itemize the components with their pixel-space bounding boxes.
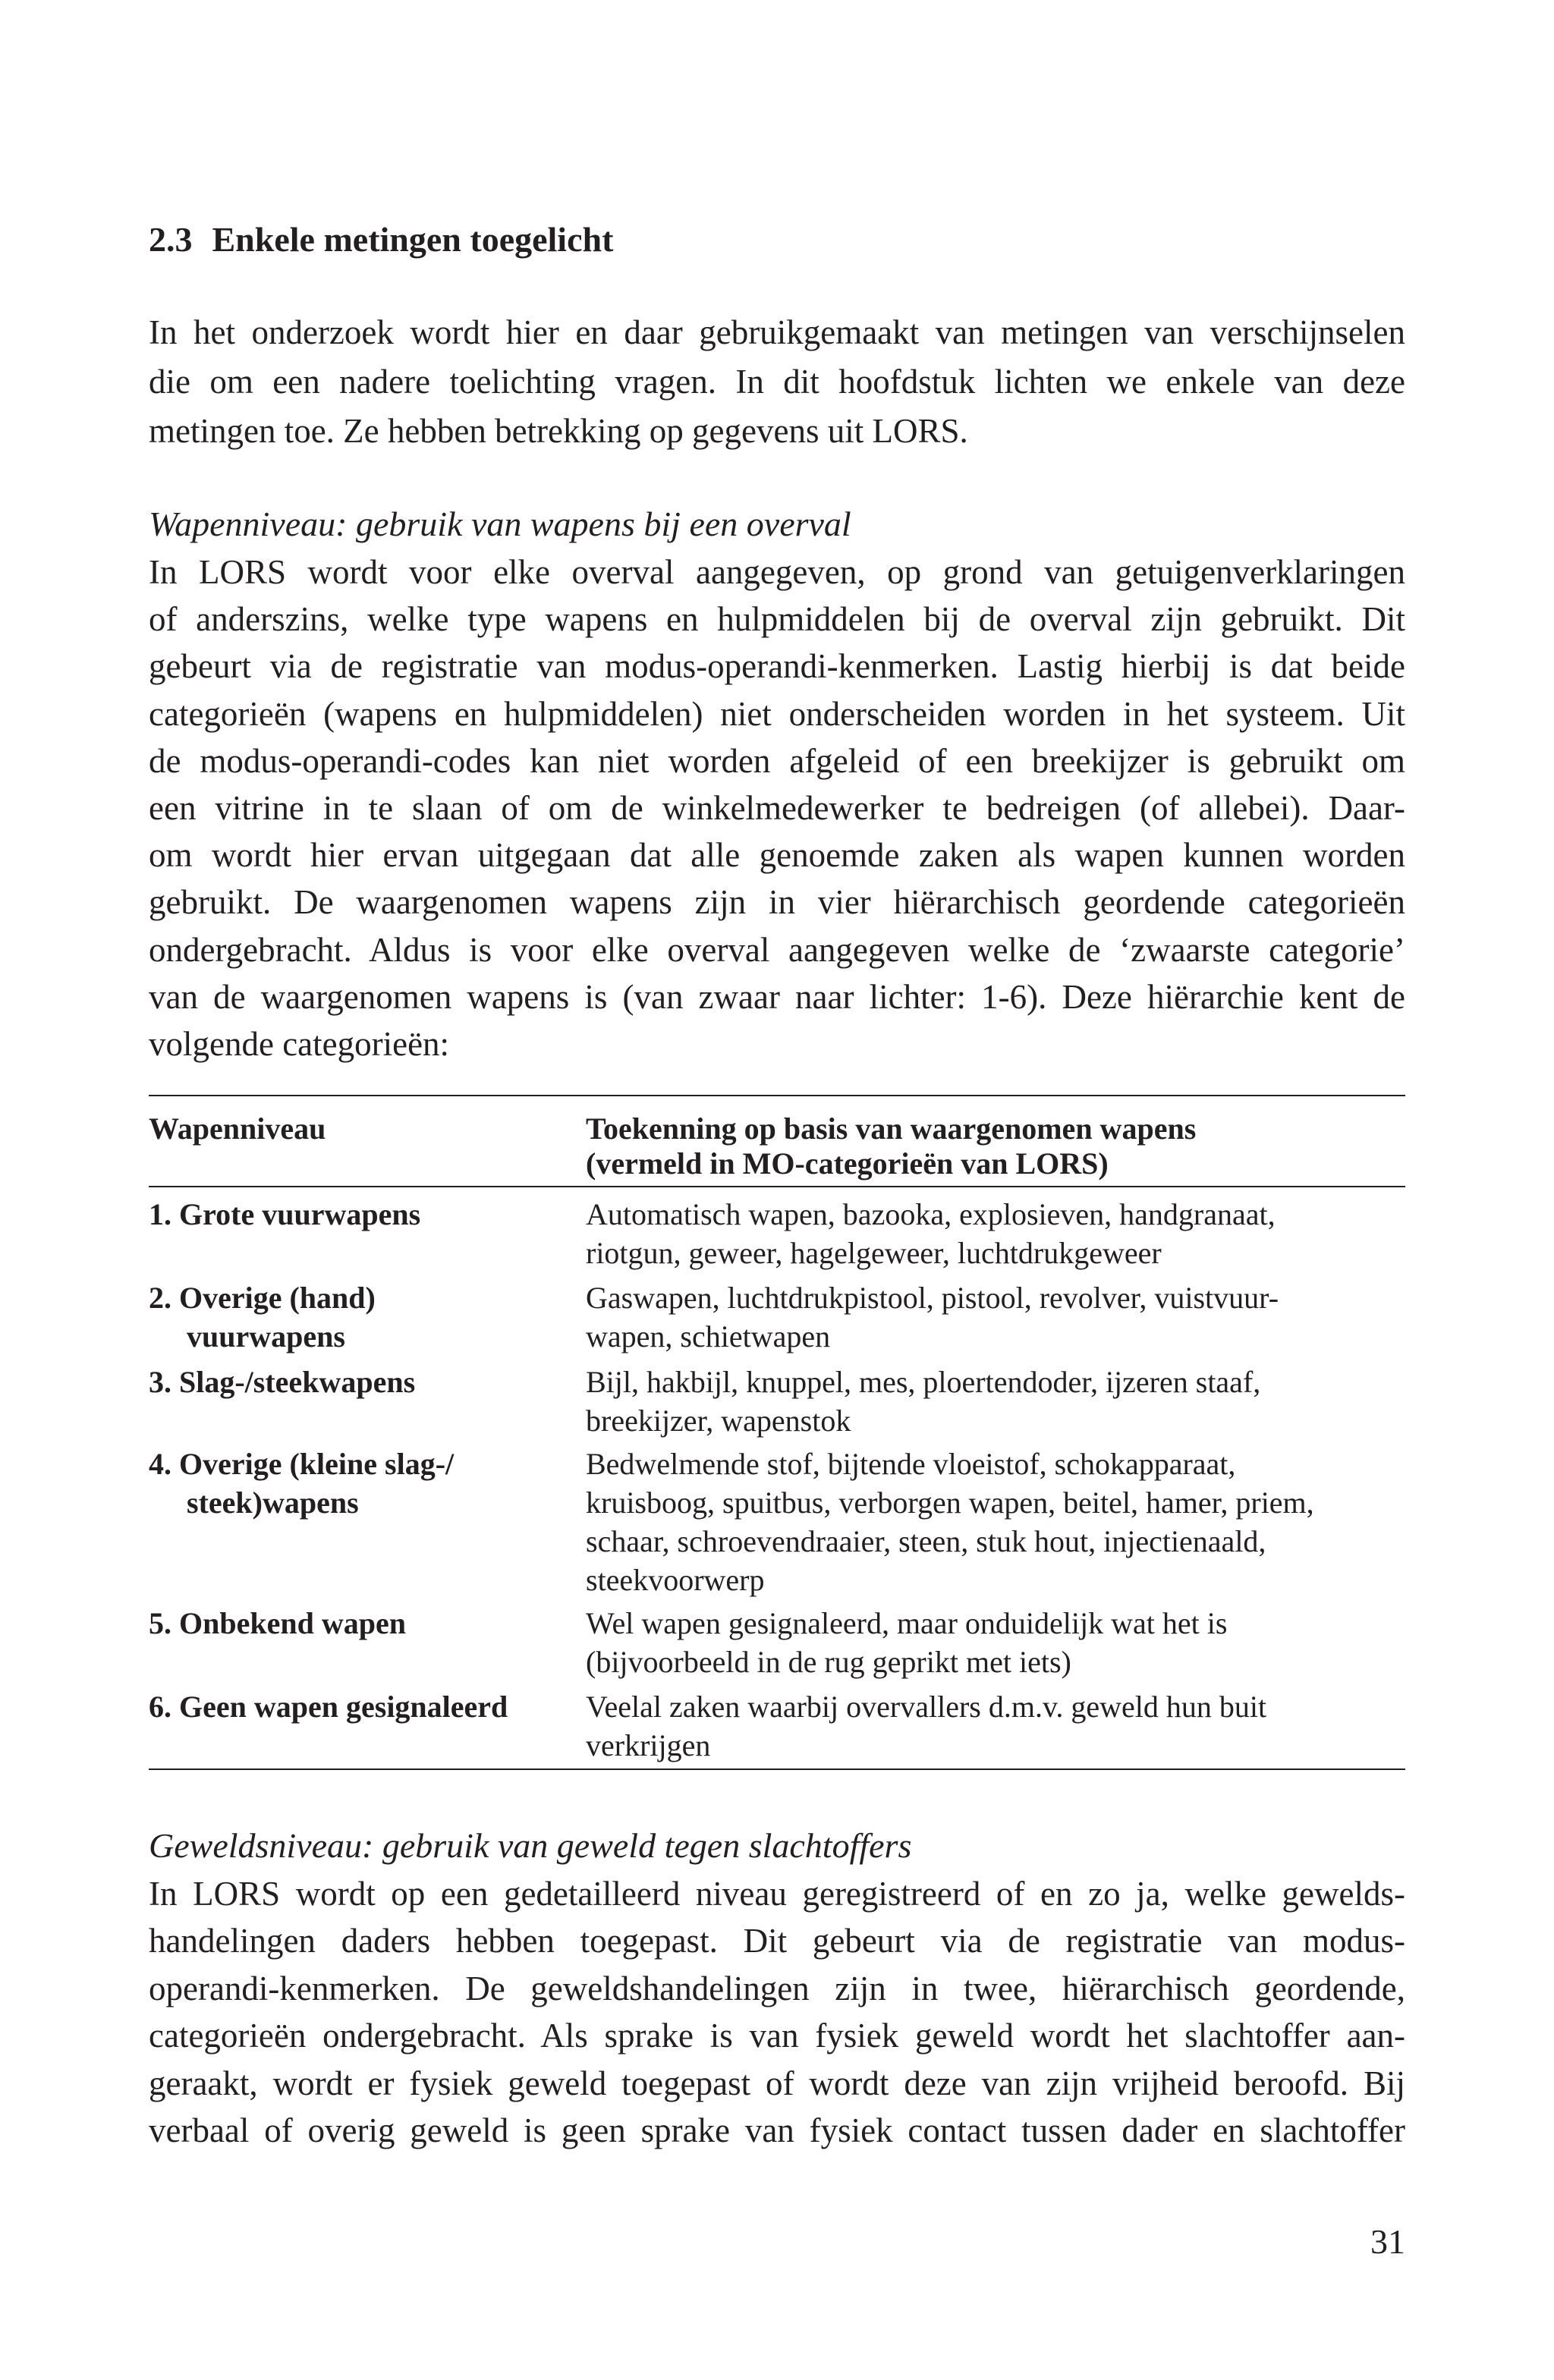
cell-line: Bedwelmende stof, bijtende vloeistof, schokapparaat, xyxy=(586,1447,1236,1481)
header-weapon-level xyxy=(149,1111,581,1146)
table-bottom-rule xyxy=(149,1768,1405,1770)
cell-line: Gaswapen, luchtdrukpistool, pistool, revolver, vuistvuur- xyxy=(586,1281,1279,1315)
paragraph-line: categorieën ondergebracht. Als sprake is van fysiek geweld wordt het slachtoffer aan- xyxy=(149,2017,1405,2055)
section-title: Enkele metingen toegelicht xyxy=(212,220,614,259)
weapons-paragraph xyxy=(149,549,1405,1067)
cell-line: Veelal zaken waarbij overvallers d.m.v. geweld hun buit xyxy=(586,1690,1267,1724)
weapon-level-cell xyxy=(149,1445,581,1522)
paragraph-line: metingen toe. Ze hebben betrekking op gegevens uit LORS. xyxy=(149,412,968,450)
assignment-cell xyxy=(586,1278,1405,1356)
paragraph-line: In LORS wordt voor elke overval aangegeven, op grond van getuigenverklaringen xyxy=(149,553,1405,591)
page-number: 31 xyxy=(1370,2222,1405,2261)
cell-line: 1. Grote vuurwapens xyxy=(149,1197,421,1231)
paragraph-line: gebruikt. De waargenomen wapens zijn in vier hiërarchisch geordende categorieën xyxy=(149,883,1405,922)
paragraph-line: van de waargenomen wapens is (van zwaar naar lichter: 1-6). Deze hiërarchie kent de xyxy=(149,977,1405,1016)
cell-line: 3. Slag-/steekwapens xyxy=(149,1365,416,1399)
section-heading xyxy=(149,215,1405,263)
cell-line: Automatisch wapen, bazooka, explosieven, handgranaat, xyxy=(586,1197,1276,1231)
paragraph-line: de modus-operandi-codes kan niet worden afgeleid of een breekijzer is gebruikt om xyxy=(149,741,1405,780)
assignment-cell xyxy=(586,1363,1405,1440)
table-top-rule xyxy=(149,1095,1405,1096)
weapon-level-cell xyxy=(149,1195,581,1234)
paragraph-line: een vitrine in te slaan of om de winkelmedewerker te bedreigen (of allebei). Daar- xyxy=(149,789,1405,828)
cell-line: steek)wapens xyxy=(187,1486,359,1520)
paragraph-line: ondergebracht. Aldus is voor elke overval aangegeven welke de ‘zwaarste categorie’ xyxy=(149,930,1405,969)
cell-line: Wel wapen gesignaleerd, maar onduidelijk wat het is xyxy=(586,1606,1228,1640)
cell-line: breekijzer, wapenstok xyxy=(586,1404,851,1438)
cell-line: (bijvoorbeeld in de rug geprikt met iets) xyxy=(586,1645,1071,1679)
paragraph-line: geraakt, wordt er fysiek geweld toegepast of wordt deze van zijn vrijheid beroofd. Bij xyxy=(149,2064,1405,2102)
cell-line: 4. Overige (kleine slag-/ xyxy=(149,1447,455,1481)
cell-line: schaar, schroevendraaier, steen, stuk hout, injectienaald, xyxy=(586,1524,1266,1558)
weapons-subheading: Wapenniveau: gebruik van wapens bij een overval xyxy=(149,505,851,543)
paragraph-line: die om een nadere toelichting vragen. In dit hoofdstuk lichten we enkele van deze xyxy=(149,363,1405,401)
cell-line: kruisboog, spuitbus, verborgen wapen, beitel, hamer, priem, xyxy=(586,1486,1314,1520)
violence-paragraph xyxy=(149,1870,1405,2154)
assignment-cell xyxy=(586,1195,1405,1272)
cell-line: verkrijgen xyxy=(586,1728,711,1762)
assignment-cell xyxy=(586,1445,1405,1599)
cell-line: Bijl, hakbijl, knuppel, mes, ploertendoder, ijzeren staaf, xyxy=(586,1365,1261,1399)
paragraph-line: volgende categorieën: xyxy=(149,1025,450,1064)
header-text: (vermeld in MO-categorieën van LORS) xyxy=(586,1146,1109,1181)
paragraph-line: categorieën (wapens en hulpmiddelen) niet onderscheiden worden in het systeem. Uit xyxy=(149,694,1405,733)
header-text: Toekenning op basis van waargenomen wapens xyxy=(586,1111,1197,1146)
weapon-level-cell xyxy=(149,1687,581,1726)
cell-line: 2. Overige (hand) xyxy=(149,1281,376,1315)
violence-subheading: Geweldsniveau: gebruik van geweld tegen slachtoffers xyxy=(149,1826,912,1865)
paragraph-line: In het onderzoek wordt hier en daar gebruikgemaakt van metingen van verschijnselen xyxy=(149,313,1405,351)
weapon-level-cell xyxy=(149,1604,581,1643)
cell-line: 5. Onbekend wapen xyxy=(149,1606,406,1640)
paragraph-line: of anderszins, welke type wapens en hulpmiddelen bij de overval zijn gebruikt. Dit xyxy=(149,600,1405,639)
cell-line: riotgun, geweer, hagelgeweer, luchtdrukgeweer xyxy=(586,1236,1162,1270)
weapon-level-cell xyxy=(149,1278,581,1356)
assignment-cell xyxy=(586,1604,1405,1681)
paragraph-line: verbaal of overig geweld is geen sprake van fysiek contact tussen dader en slachtoffer xyxy=(149,2111,1405,2150)
paragraph-line: operandi-kenmerken. De geweldshandelingen zijn in twee, hiërarchisch geordende, xyxy=(149,1969,1405,2007)
header-text: Wapenniveau xyxy=(149,1111,326,1146)
cell-line: wapen, schietwapen xyxy=(586,1319,831,1353)
cell-line: steekvoorwerp xyxy=(586,1563,765,1597)
cell-line: vuurwapens xyxy=(187,1319,345,1353)
intro-paragraph xyxy=(149,308,1405,456)
paragraph-line: In LORS wordt op een gedetailleerd niveau geregistreerd of en zo ja, welke gewelds- xyxy=(149,1875,1405,1913)
paragraph-line: gebeurt via de registratie van modus-operandi-kenmerken. Lastig hierbij is dat beide xyxy=(149,647,1405,686)
weapon-level-cell xyxy=(149,1363,581,1401)
header-assignment xyxy=(586,1111,1405,1181)
table-header-rule xyxy=(149,1186,1405,1187)
cell-line: 6. Geen wapen gesignaleerd xyxy=(149,1690,508,1724)
paragraph-line: om wordt hier ervan uitgegaan dat alle genoemde zaken als wapen kunnen worden xyxy=(149,836,1405,875)
section-number: 2.3 xyxy=(149,220,193,259)
paragraph-line: handelingen daders hebben toegepast. Dit gebeurt via de registratie van modus- xyxy=(149,1922,1405,1960)
assignment-cell xyxy=(586,1687,1405,1765)
